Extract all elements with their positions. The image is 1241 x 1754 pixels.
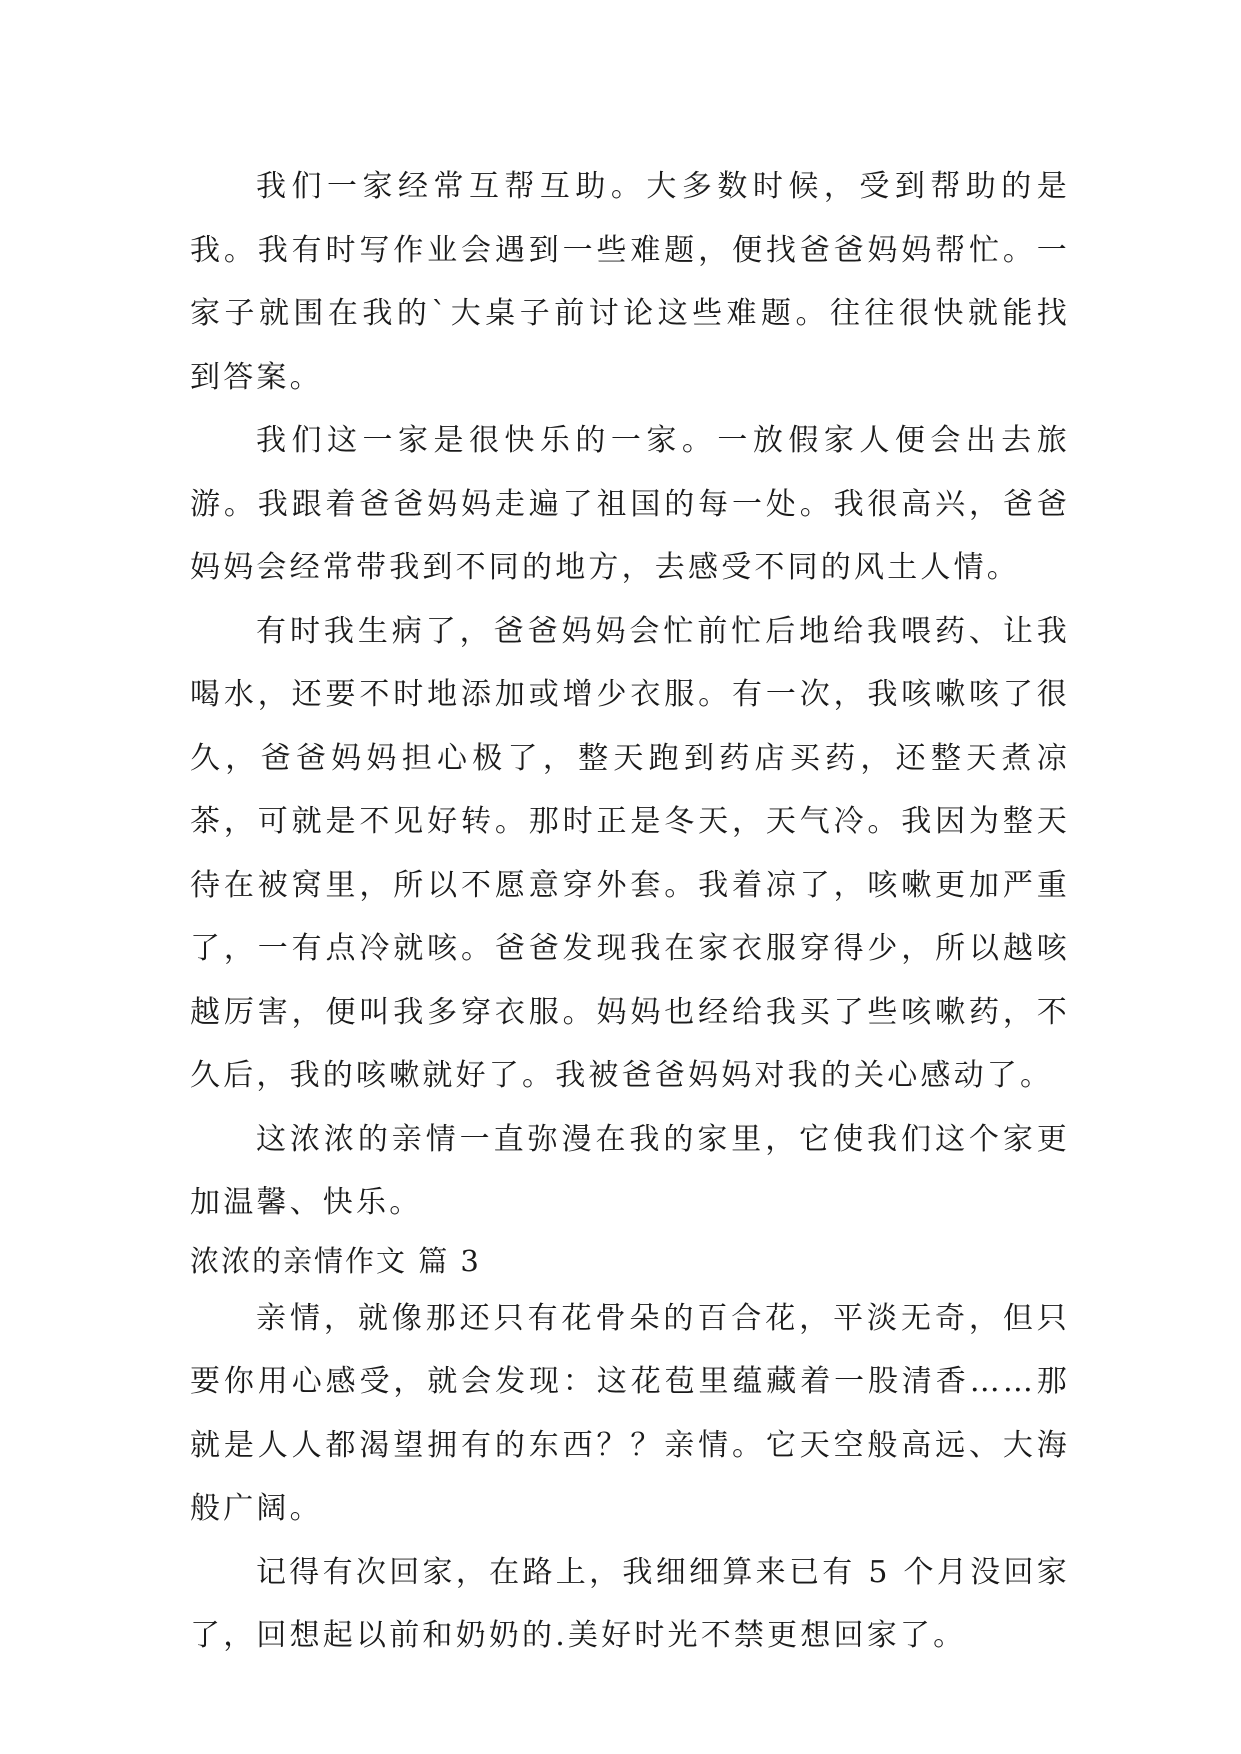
paragraph-lily-metaphor: 亲情，就像那还只有花骨朵的百合花，平淡无奇，但只要你用心感受，就会发现：这花苞里蕴藏着一股清香……那就是人人都渴望拥有的东西？？亲情。它天空般高远、大海般广阔。: [190, 1300, 1070, 1526]
document-body: [190, 155, 1070, 1668]
paragraph-going-home: 记得有次回家，在路上，我细细算来已有 5 个月没回家了，回想起以前和奶奶的.美好时光不禁更想回家了。: [190, 1554, 1070, 1653]
section-heading: 浓浓的亲情作文 篇 3: [190, 1243, 481, 1278]
paragraph-conclusion: 这浓浓的亲情一直弥漫在我的家里，它使我们这个家更加温馨、快乐。: [190, 1121, 1070, 1220]
paragraph-happy-family: 我们这一家是很快乐的一家。一放假家人便会出去旅游。我跟着爸爸妈妈走遍了祖国的每一处。我很高兴，爸爸妈妈会经常带我到不同的地方，去感受不同的风土人情。: [190, 423, 1070, 585]
paragraph-mutual-help: 我们一家经常互帮互助。大多数时候，受到帮助的是我。我有时写作业会遇到一些难题，便找爸爸妈妈帮忙。一家子就围在我的`大桌子前讨论这些难题。往往很快就能找到答案。: [190, 169, 1070, 395]
paragraph-sick-story: 有时我生病了，爸爸妈妈会忙前忙后地给我喂药、让我喝水，还要不时地添加或增少衣服。有一次，我咳嗽咳了很久，爸爸妈妈担心极了，整天跑到药店买药，还整天煮凉茶，可就是不见好转。那时正是冬天，天气冷。我因为整天待在被窝里，所以不愿意穿外套。我着凉了，咳嗽更加严重了，一有点冷就咳。爸爸发现我在家衣服穿得少，所以越咳越厉害，便叫我多穿衣服。妈妈也经给我买了些咳嗽药，不久后，我的咳嗽就好了。我被爸爸妈妈对我的关心感动了。: [190, 613, 1070, 1093]
